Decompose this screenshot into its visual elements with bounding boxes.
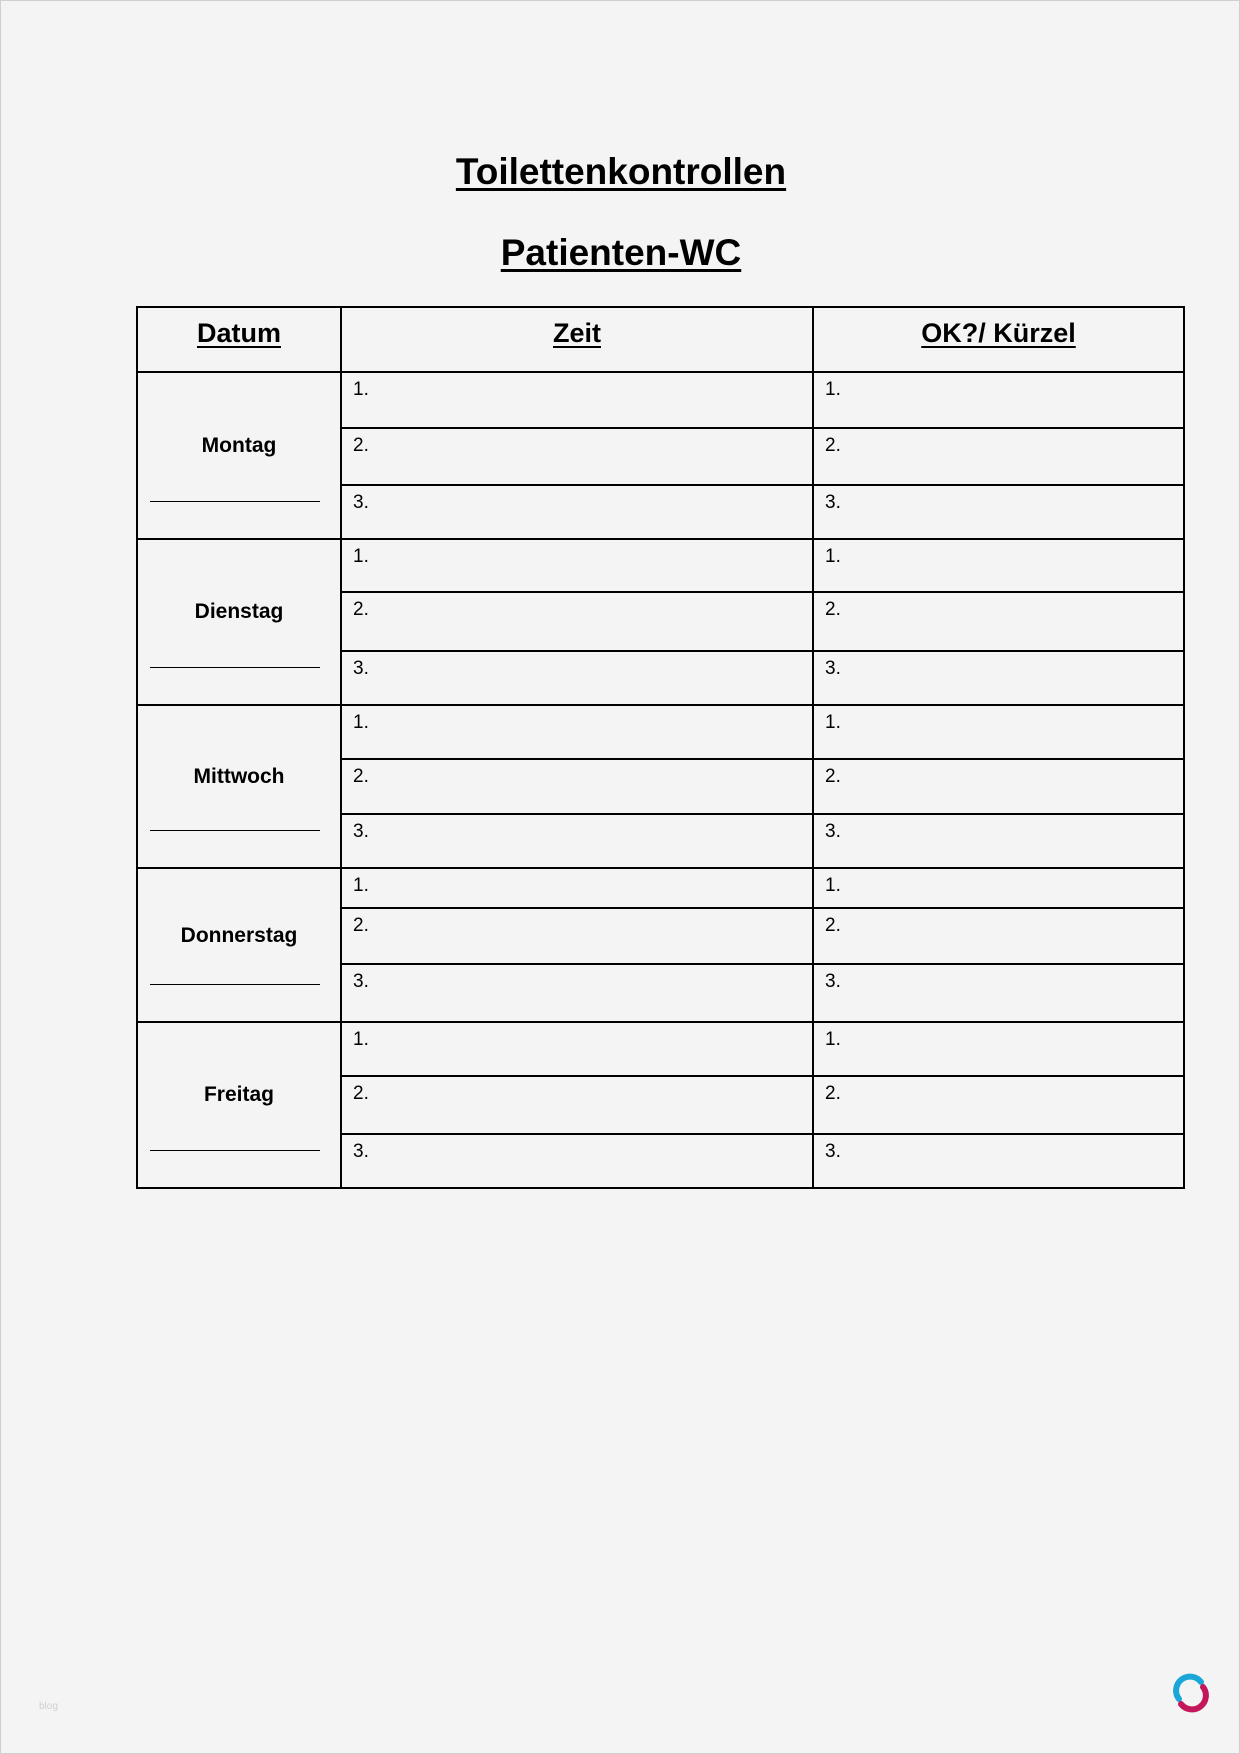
table-row	[137, 1022, 1184, 1076]
slot-number: 3.	[825, 1141, 841, 1162]
day-name: Montag	[201, 433, 277, 457]
day-cell	[137, 705, 341, 868]
time-cell[interactable]	[341, 908, 813, 964]
slot-number: 2.	[825, 435, 841, 456]
time-cell[interactable]	[341, 485, 813, 539]
slot-number: 3.	[353, 1141, 369, 1162]
slot-number: 2.	[825, 599, 841, 620]
day-name: Mittwoch	[193, 764, 285, 788]
signoff-cell[interactable]	[813, 759, 1184, 814]
slot-number: 2.	[353, 915, 369, 936]
day-name: Donnerstag	[180, 923, 298, 947]
time-cell[interactable]	[341, 651, 813, 705]
time-cell[interactable]	[341, 814, 813, 868]
slot-number: 2.	[825, 1083, 841, 1104]
slot-number: 1.	[825, 546, 841, 567]
slot-number: 1.	[353, 712, 369, 733]
slot-number: 3.	[353, 971, 369, 992]
document-subtitle: Patienten-WC	[500, 232, 742, 273]
signoff-cell[interactable]	[813, 372, 1184, 428]
time-cell[interactable]	[341, 705, 813, 759]
slot-number: 2.	[353, 766, 369, 787]
date-fill-line[interactable]	[150, 830, 320, 831]
date-fill-line[interactable]	[150, 667, 320, 668]
signoff-cell[interactable]	[813, 485, 1184, 539]
slot-number: 3.	[825, 971, 841, 992]
header-datum: Datum	[137, 307, 341, 372]
slot-number: 3.	[825, 821, 841, 842]
slot-number: 1.	[353, 546, 369, 567]
signoff-cell[interactable]	[813, 908, 1184, 964]
table-row	[137, 372, 1184, 428]
slot-number: 3.	[353, 492, 369, 513]
document-title: Toilettenkontrollen	[455, 151, 787, 192]
slot-number: 1.	[353, 875, 369, 896]
time-cell[interactable]	[341, 1134, 813, 1188]
date-fill-line[interactable]	[150, 984, 320, 985]
slot-number: 2.	[353, 1083, 369, 1104]
slot-number: 1.	[353, 1029, 369, 1050]
slot-number: 3.	[353, 821, 369, 842]
day-name: Freitag	[203, 1083, 274, 1107]
signoff-cell[interactable]	[813, 1022, 1184, 1076]
signoff-cell[interactable]	[813, 964, 1184, 1022]
slot-number: 3.	[825, 658, 841, 679]
slot-number: 2.	[353, 435, 369, 456]
slot-number: 2.	[825, 915, 841, 936]
slot-number: 2.	[353, 599, 369, 620]
table-body	[137, 372, 1184, 1188]
signoff-cell[interactable]	[813, 1134, 1184, 1188]
signoff-cell[interactable]	[813, 428, 1184, 485]
time-cell[interactable]	[341, 868, 813, 908]
table-row	[137, 705, 1184, 759]
table-header-row	[137, 307, 1184, 372]
time-cell[interactable]	[341, 759, 813, 814]
slot-number: 1.	[825, 712, 841, 733]
day-name: Dienstag	[194, 600, 284, 624]
signoff-cell[interactable]	[813, 814, 1184, 868]
slot-number: 1.	[825, 379, 841, 400]
header-ok-kuerzel: OK?/ Kürzel	[813, 307, 1184, 372]
slot-number: 1.	[825, 1029, 841, 1050]
control-log-table	[136, 306, 1185, 1189]
signoff-cell[interactable]	[813, 539, 1184, 592]
circular-arrows-logo-icon	[1171, 1673, 1211, 1713]
signoff-cell[interactable]	[813, 868, 1184, 908]
slot-number: 1.	[353, 379, 369, 400]
date-fill-line[interactable]	[150, 501, 320, 502]
signoff-cell[interactable]	[813, 592, 1184, 651]
header-zeit: Zeit	[341, 307, 813, 372]
time-cell[interactable]	[341, 372, 813, 428]
time-cell[interactable]	[341, 428, 813, 485]
time-cell[interactable]	[341, 592, 813, 651]
day-cell	[137, 539, 341, 705]
slot-number: 1.	[825, 875, 841, 896]
time-cell[interactable]	[341, 1022, 813, 1076]
day-cell	[137, 868, 341, 1022]
time-cell[interactable]	[341, 964, 813, 1022]
time-cell[interactable]	[341, 539, 813, 592]
slot-number: 2.	[825, 766, 841, 787]
day-cell	[137, 372, 341, 539]
table-row	[137, 539, 1184, 592]
time-cell[interactable]	[341, 1076, 813, 1134]
watermark-text: blog	[39, 1701, 58, 1712]
table-row	[137, 868, 1184, 908]
signoff-cell[interactable]	[813, 705, 1184, 759]
signoff-cell[interactable]	[813, 651, 1184, 705]
slot-number: 3.	[353, 658, 369, 679]
day-cell	[137, 1022, 341, 1188]
slot-number: 3.	[825, 492, 841, 513]
date-fill-line[interactable]	[150, 1150, 320, 1151]
signoff-cell[interactable]	[813, 1076, 1184, 1134]
